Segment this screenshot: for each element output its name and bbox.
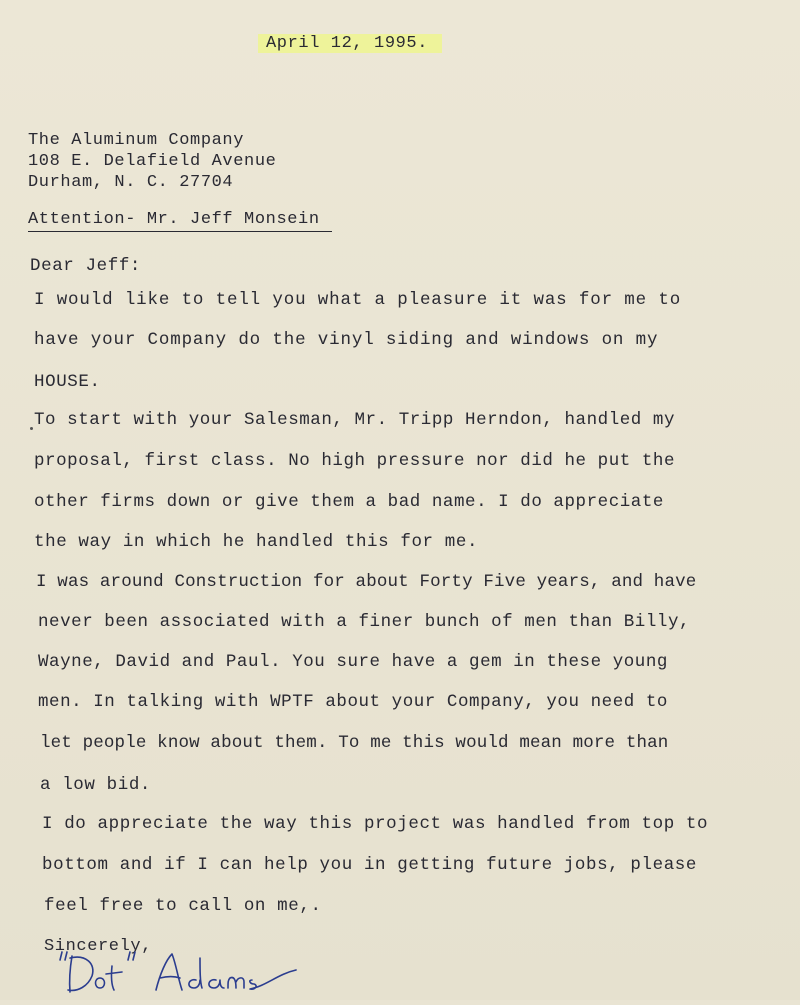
body-line: I would like to tell you what a pleasure it was for me to xyxy=(34,290,682,310)
address-line-city: Durham, N. C. 27704 xyxy=(28,173,234,192)
body-line: To start with your Salesman, Mr. Tripp Herndon, handled my xyxy=(34,410,675,430)
body-line: have your Company do the vinyl siding and windows on my xyxy=(34,330,659,350)
body-line: men. In talking with WPTF about your Company, you need to xyxy=(38,692,668,712)
body-line: a low bid. xyxy=(40,775,152,795)
address-line-company: The Aluminum Company xyxy=(28,131,245,150)
letter-date: April 12, 1995. xyxy=(258,34,442,53)
body-line: feel free to call on me,. xyxy=(44,896,322,916)
body-line: the way in which he handled this for me. xyxy=(34,532,479,552)
salutation: Dear Jeff: xyxy=(30,256,142,276)
attention-line: Attention- Mr. Jeff Monsein xyxy=(28,210,332,232)
handwritten-signature xyxy=(56,944,306,1000)
closing: Sincerely, xyxy=(44,937,153,956)
body-line: other firms down or give them a bad name. I do appreciate xyxy=(34,492,664,512)
body-line: I was around Construction for about Forty Five years, and have xyxy=(36,572,697,592)
body-line: HOUSE. xyxy=(34,372,101,392)
address-line-street: 108 E. Delafield Avenue xyxy=(28,152,277,171)
body-line: never been associated with a finer bunch of men than Billy, xyxy=(38,612,691,632)
body-line: proposal, first class. No high pressure nor did he put the xyxy=(34,451,675,471)
body-line: bottom and if I can help you in getting future jobs, please xyxy=(42,855,698,875)
body-line: I do appreciate the way this project was handled from top to xyxy=(42,814,709,834)
ink-speck xyxy=(30,427,33,430)
body-line: Wayne, David and Paul. You sure have a gem in these young xyxy=(38,652,668,672)
body-line: let people know about them. To me this would mean more than xyxy=(40,733,669,753)
